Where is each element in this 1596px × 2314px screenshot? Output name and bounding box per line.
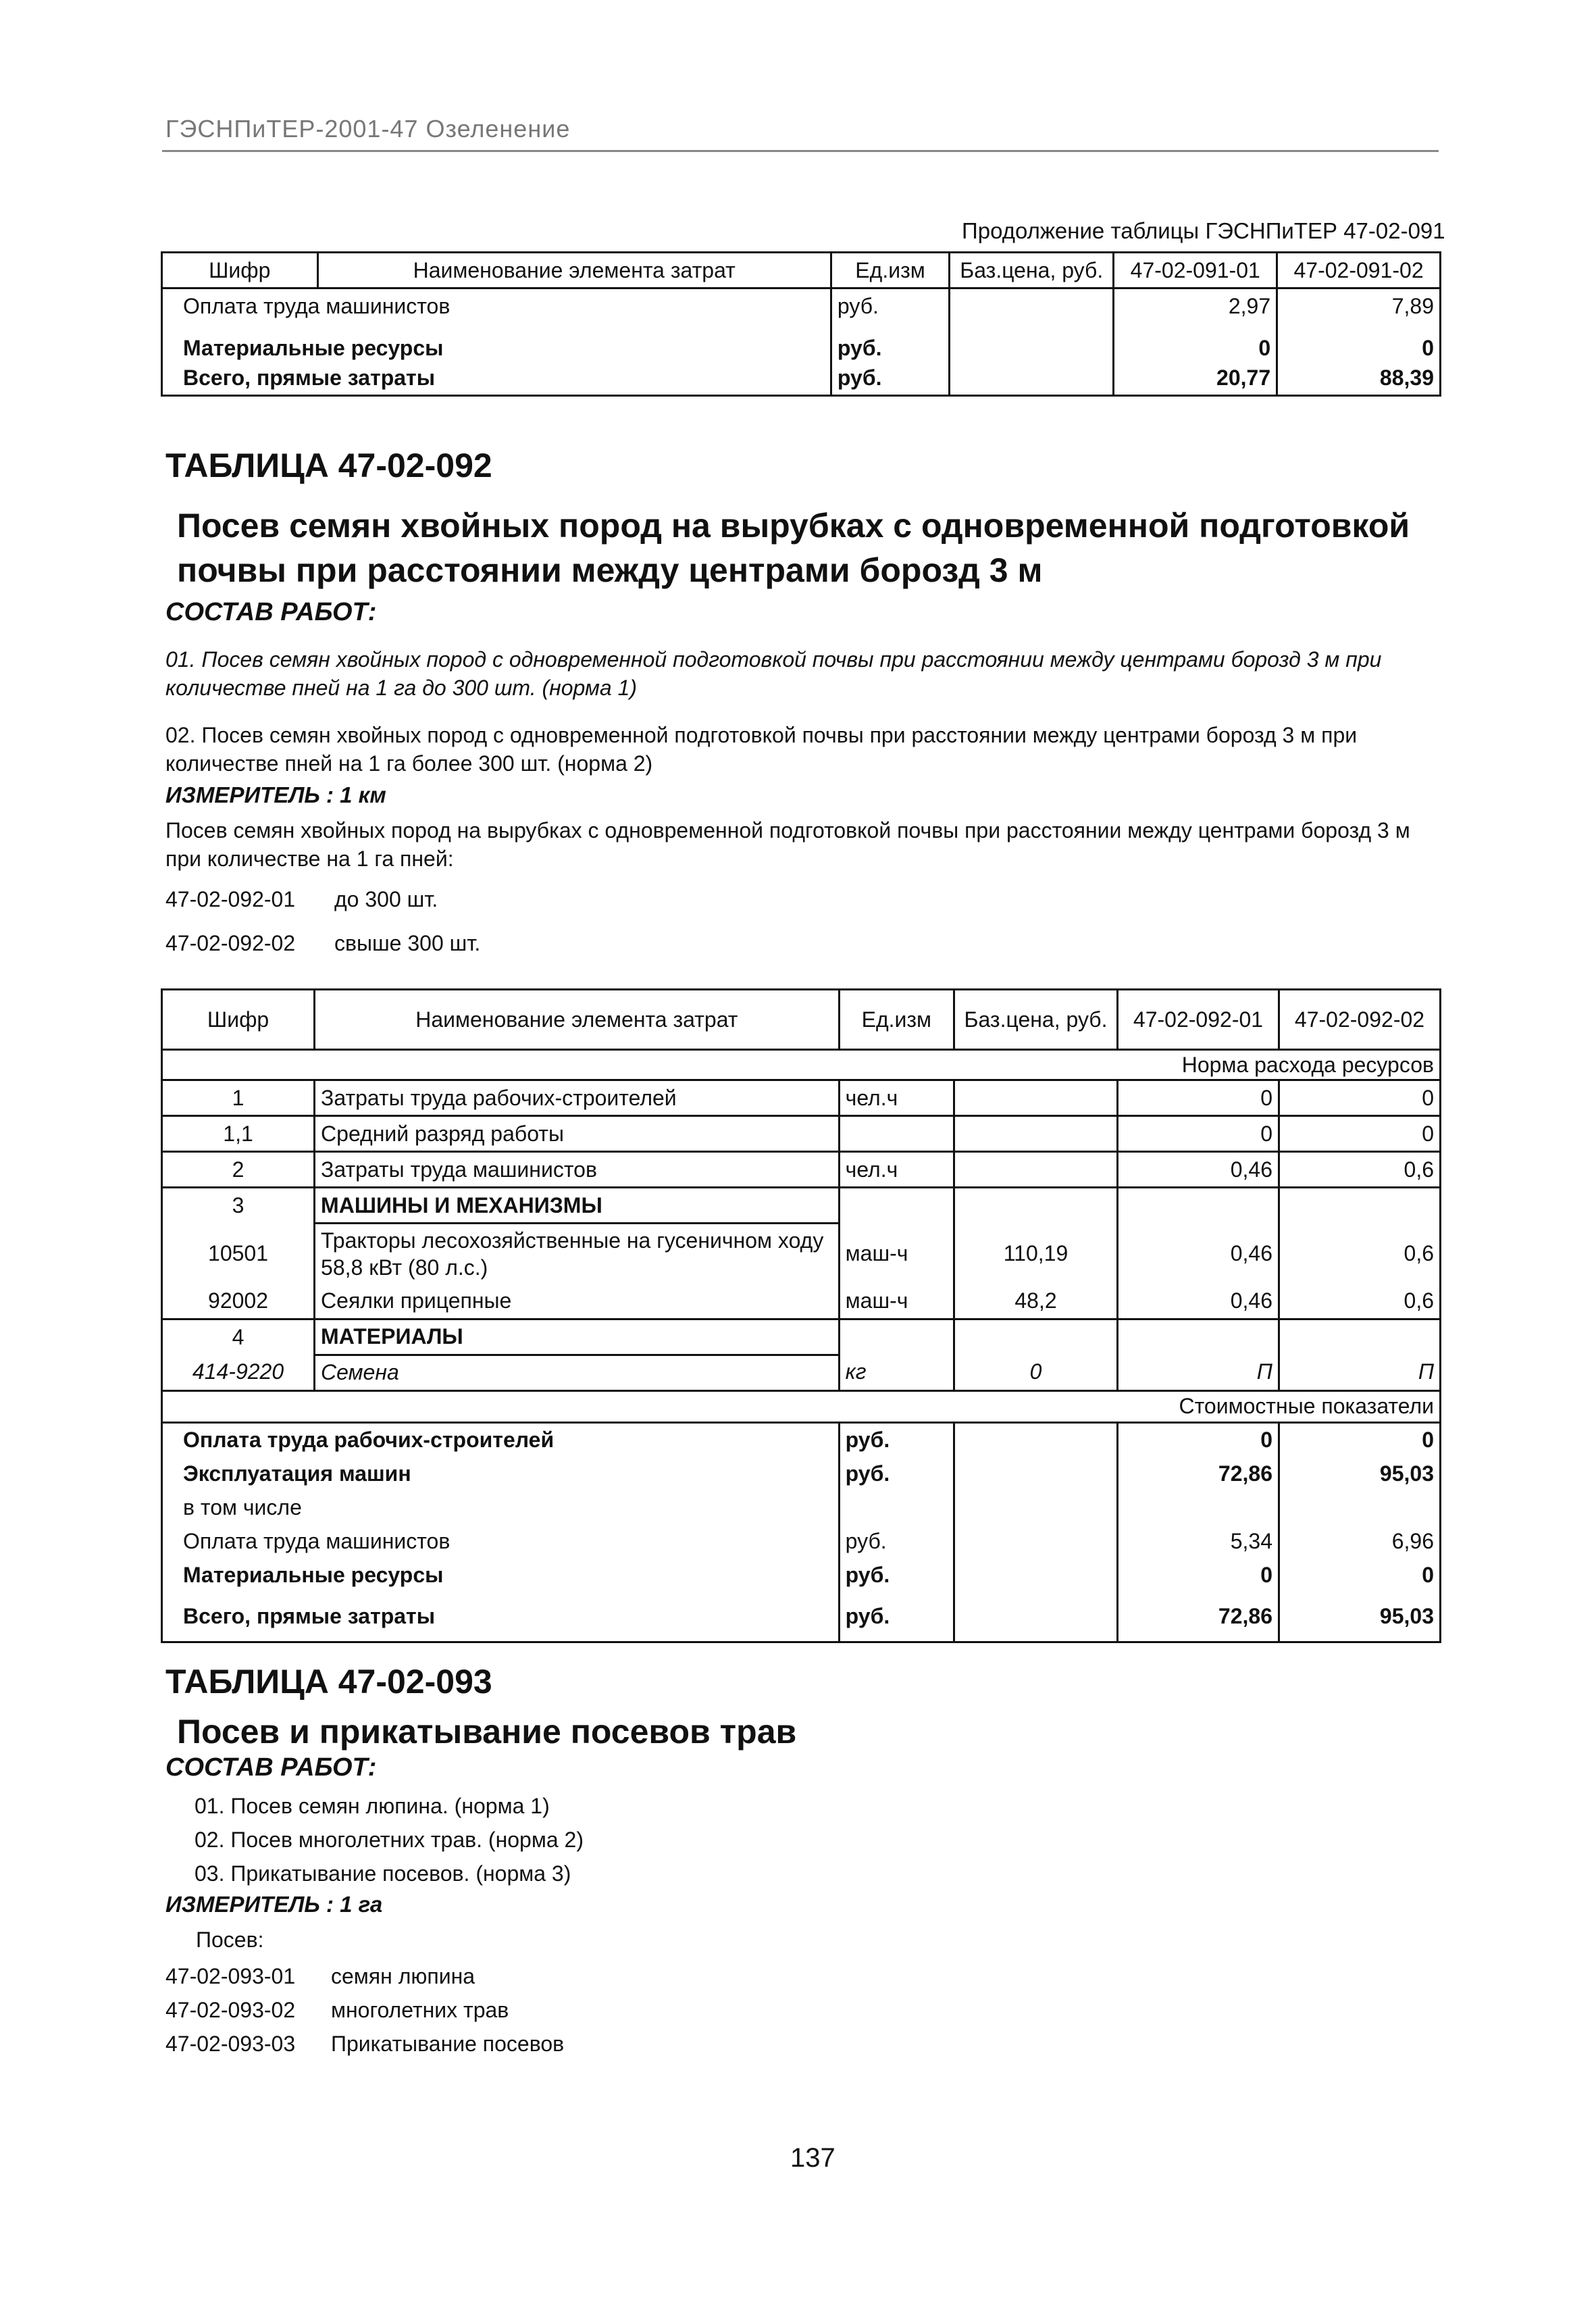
- code: 47-02-092-02: [165, 931, 296, 955]
- code: 47-02-093-01: [165, 1964, 296, 1988]
- code-item: [165, 929, 480, 957]
- column-header: Ед.изм: [839, 990, 954, 1050]
- cost-value-2: 0: [1279, 1422, 1440, 1457]
- work-item: 03. Прикатывание посевов. (норма 3): [195, 1861, 571, 1886]
- cost-name: в том числе: [162, 1491, 840, 1525]
- cost-name: Оплата труда рабочих-строителей: [162, 1422, 840, 1457]
- cost-price: [954, 1491, 1118, 1525]
- cost-value-1: 72,86: [1118, 1457, 1279, 1491]
- section-row: [162, 1050, 1441, 1080]
- table-row: [162, 1188, 1441, 1224]
- work-item-01: [165, 645, 1381, 702]
- row-price: [950, 361, 1114, 396]
- row-value-1: 2,97: [1114, 288, 1277, 324]
- cell-code: 4: [162, 1319, 315, 1355]
- column-header: Наименование элемента затрат: [317, 253, 831, 288]
- table-row: [162, 1319, 1441, 1355]
- cell-value-1: 0: [1118, 1080, 1279, 1116]
- text-line: Посев семян хвойных пород на вырубках с одновременной подготовкой почвы при расстоянии между центрами борозд 3 м: [165, 818, 1410, 842]
- row-price: [950, 288, 1114, 324]
- work-item-02: [165, 721, 1357, 778]
- table-093-title: ТАБЛИЦА 47-02-093: [165, 1663, 492, 1701]
- cell-value-1: 0: [1118, 1116, 1279, 1152]
- cell-value-2: [1279, 1188, 1440, 1224]
- cell-value-2: 0,6: [1279, 1284, 1440, 1319]
- table-row: [162, 361, 1441, 396]
- cell-unit: чел.ч: [839, 1152, 954, 1188]
- column-header: Баз.цена, руб.: [950, 253, 1114, 288]
- cell-code: 3: [162, 1188, 315, 1224]
- norm-description: [165, 816, 1442, 873]
- cost-unit: руб.: [839, 1525, 954, 1559]
- code-text: до 300 шт.: [334, 887, 438, 911]
- table-091-continuation: [161, 251, 1441, 397]
- cell-unit: [839, 1188, 954, 1224]
- cost-price: [954, 1525, 1118, 1559]
- header-rule: [162, 150, 1439, 152]
- cell-name: [315, 1224, 840, 1284]
- cell-price: [954, 1116, 1118, 1152]
- cell-price: [954, 1188, 1118, 1224]
- cost-name: Оплата труда машинистов: [162, 1525, 840, 1559]
- cell-name: Семена: [315, 1355, 840, 1390]
- cell-value-1: [1118, 1188, 1279, 1224]
- row-unit: руб.: [831, 288, 949, 324]
- table-row: [162, 1080, 1441, 1116]
- code-text: Прикатывание посевов: [331, 2032, 565, 2056]
- column-header: Баз.цена, руб.: [954, 990, 1118, 1050]
- table-092: [161, 988, 1441, 1643]
- code-list: [165, 1959, 564, 2061]
- cost-value-1: 0: [1118, 1422, 1279, 1457]
- column-header: 47-02-091-01: [1114, 253, 1277, 288]
- code-item: [165, 1993, 564, 2027]
- row-value-1: 0: [1114, 323, 1277, 361]
- running-header: ГЭСНПиТЕР-2001-47 Озеленение: [165, 115, 571, 143]
- text-line: при количестве на 1 га пней:: [165, 847, 454, 871]
- row-name: Оплата труда машинистов: [162, 288, 831, 324]
- code-item: [165, 2027, 564, 2061]
- row-value-2: 7,89: [1277, 288, 1441, 324]
- cost-name: Всего, прямые затраты: [162, 1592, 840, 1642]
- text-line: 01. Посев семян хвойных пород с одновременной подготовкой почвы при расстоянии между центрами борозд 3 м при: [165, 647, 1382, 672]
- column-header: Ед.изм: [831, 253, 949, 288]
- cell-code: 414-9220: [162, 1355, 315, 1390]
- cell-name: Средний разряд работы: [315, 1116, 840, 1152]
- cell-value-2: 0,6: [1279, 1224, 1440, 1284]
- cost-name: Эксплуатация машин: [162, 1457, 840, 1491]
- code-item: [165, 885, 438, 913]
- cell-price: 110,19: [954, 1224, 1118, 1284]
- composition-label: СОСТАВ РАБОТ:: [165, 598, 377, 626]
- cost-price: [954, 1592, 1118, 1642]
- meter-label: ИЗМЕРИТЕЛЬ : 1 км: [165, 782, 386, 807]
- cell-unit: маш-ч: [839, 1224, 954, 1284]
- heading-line: Посев семян хвойных пород на вырубках с одновременной подготовкой: [177, 507, 1410, 545]
- cell-unit: маш-ч: [839, 1284, 954, 1319]
- table-row: [162, 1559, 1441, 1592]
- cost-unit: руб.: [839, 1559, 954, 1592]
- cost-value-1: 72,86: [1118, 1592, 1279, 1642]
- cell-code: 92002: [162, 1284, 315, 1319]
- cost-unit: [839, 1491, 954, 1525]
- name-line: 58,8 кВт (80 л.с.): [321, 1255, 488, 1280]
- cost-value-1: 0: [1118, 1559, 1279, 1592]
- column-header: Наименование элемента затрат: [315, 990, 840, 1050]
- cell-code: 10501: [162, 1224, 315, 1284]
- work-item: 01. Посев семян люпина. (норма 1): [195, 1794, 550, 1818]
- cell-value-1: 0,46: [1118, 1284, 1279, 1319]
- cell-value-2: [1279, 1319, 1440, 1355]
- cell-unit: кг: [839, 1355, 954, 1390]
- cell-name: Сеялки прицепные: [315, 1284, 840, 1319]
- table-row: [162, 1592, 1441, 1642]
- table-header-row: [162, 253, 1441, 288]
- column-header: Шифр: [162, 990, 315, 1050]
- cost-price: [954, 1457, 1118, 1491]
- cell-value-2: П: [1279, 1355, 1440, 1390]
- cost-value-1: 5,34: [1118, 1525, 1279, 1559]
- row-price: [950, 323, 1114, 361]
- row-value-2: 0: [1277, 323, 1441, 361]
- table-row: [162, 1457, 1441, 1491]
- norm-section-label: Норма расхода ресурсов: [162, 1050, 1441, 1080]
- cell-price: 0: [954, 1355, 1118, 1390]
- column-header: 47-02-092-01: [1118, 990, 1279, 1050]
- cost-price: [954, 1559, 1118, 1592]
- code-text: семян люпина: [331, 1964, 475, 1988]
- code-text: свыше 300 шт.: [334, 931, 481, 955]
- meter-label: ИЗМЕРИТЕЛЬ : 1 га: [165, 1892, 383, 1917]
- table-092-title: ТАБЛИЦА 47-02-092: [165, 447, 492, 484]
- table-header-row: [162, 990, 1441, 1050]
- table-row: [162, 1152, 1441, 1188]
- table-row: [162, 1224, 1441, 1284]
- cell-price: 48,2: [954, 1284, 1118, 1319]
- cell-code: 1,1: [162, 1116, 315, 1152]
- table-row: [162, 1355, 1441, 1390]
- cell-name: Затраты труда рабочих-строителей: [315, 1080, 840, 1116]
- table-row: [162, 1491, 1441, 1525]
- page-number: 137: [790, 2143, 835, 2173]
- work-list: [195, 1789, 584, 1890]
- row-value-2: 88,39: [1277, 361, 1441, 396]
- text-line: количестве пней на 1 га более 300 шт. (норма 2): [165, 751, 653, 776]
- code-text: многолетних трав: [331, 1998, 509, 2022]
- section-row: [162, 1390, 1441, 1422]
- text-line: количестве пней на 1 га до 300 шт. (норма 1): [165, 676, 638, 700]
- cell-value-1: [1118, 1319, 1279, 1355]
- code: 47-02-093-03: [165, 2032, 296, 2056]
- cell-code: 2: [162, 1152, 315, 1188]
- code: 47-02-092-01: [165, 887, 296, 911]
- cell-name: МАШИНЫ И МЕХАНИЗМЫ: [315, 1188, 840, 1224]
- cost-unit: руб.: [839, 1422, 954, 1457]
- cell-value-2: 0,6: [1279, 1152, 1440, 1188]
- cell-code: 1: [162, 1080, 315, 1116]
- row-name: Всего, прямые затраты: [162, 361, 831, 396]
- work-item: 02. Посев многолетних трав. (норма 2): [195, 1828, 584, 1852]
- name-line: Тракторы лесохозяйственные на гусеничном ходу: [321, 1228, 824, 1253]
- table-093-heading: Посев и прикатывание посевов трав: [177, 1713, 797, 1751]
- cell-value-2: 0: [1279, 1080, 1440, 1116]
- cell-name: МАТЕРИАЛЫ: [315, 1319, 840, 1355]
- cell-unit: [839, 1319, 954, 1355]
- cost-unit: руб.: [839, 1592, 954, 1642]
- table-row: [162, 288, 1441, 324]
- table-092-heading: [177, 503, 1410, 593]
- column-header: 47-02-092-02: [1279, 990, 1440, 1050]
- code: 47-02-093-02: [165, 1998, 296, 2022]
- table-continuation-caption: Продолжение таблицы ГЭСНПиТЕР 47-02-091: [962, 218, 1445, 243]
- cost-value-1: [1118, 1491, 1279, 1525]
- code-item: [165, 1959, 564, 1993]
- composition-label: СОСТАВ РАБОТ:: [165, 1753, 377, 1782]
- cell-price: [954, 1152, 1118, 1188]
- row-name: Материальные ресурсы: [162, 323, 831, 361]
- table-row: [162, 1525, 1441, 1559]
- cost-value-2: [1279, 1491, 1440, 1525]
- cell-price: [954, 1080, 1118, 1116]
- cell-name: Затраты труда машинистов: [315, 1152, 840, 1188]
- text-line: 02. Посев семян хвойных пород с одновременной подготовкой почвы при расстоянии между центрами борозд 3 м при: [165, 723, 1358, 747]
- cost-value-2: 95,03: [1279, 1592, 1440, 1642]
- cell-unit: чел.ч: [839, 1080, 954, 1116]
- table-row: [162, 1422, 1441, 1457]
- heading-line: почвы при расстоянии между центрами борозд 3 м: [177, 551, 1043, 589]
- cell-value-1: П: [1118, 1355, 1279, 1390]
- cell-value-2: 0: [1279, 1116, 1440, 1152]
- cost-value-2: 0: [1279, 1559, 1440, 1592]
- table-row: [162, 1284, 1441, 1319]
- sub-label: Посев:: [196, 1928, 264, 1952]
- table-row: [162, 323, 1441, 361]
- cell-value-1: 0,46: [1118, 1224, 1279, 1284]
- cost-value-2: 6,96: [1279, 1525, 1440, 1559]
- table-row: [162, 1116, 1441, 1152]
- row-value-1: 20,77: [1114, 361, 1277, 396]
- row-unit: руб.: [831, 361, 949, 396]
- column-header: 47-02-091-02: [1277, 253, 1441, 288]
- cost-section-label: Стоимостные показатели: [162, 1390, 1441, 1422]
- cost-value-2: 95,03: [1279, 1457, 1440, 1491]
- cost-unit: руб.: [839, 1457, 954, 1491]
- cost-price: [954, 1422, 1118, 1457]
- cell-unit: [839, 1116, 954, 1152]
- cell-price: [954, 1319, 1118, 1355]
- row-unit: руб.: [831, 323, 949, 361]
- cell-value-1: 0,46: [1118, 1152, 1279, 1188]
- cost-name: Материальные ресурсы: [162, 1559, 840, 1592]
- column-header: Шифр: [162, 253, 318, 288]
